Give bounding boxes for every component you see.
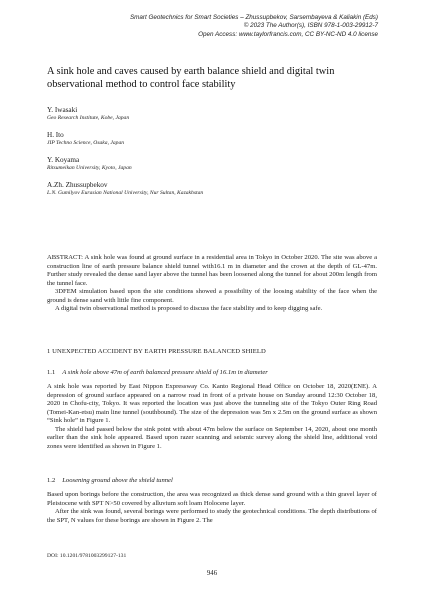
- abstract-paragraph: ABSTRACT: A sink hole was found at ground surface in a residential area in Tokyo in October 2020. The site was above a construction line of earth pressure balance shield tunnel with16.1 m in diameter and the crown at the depth of GL-47m. Further study revealed the dense sand layer above the tunnel has been loosened along the tunnel for about 200m length from the tunnel face.: [47, 254, 377, 287]
- subsection-heading: [47, 369, 377, 378]
- author-name: Y. Iwasaki: [47, 106, 78, 114]
- author-entry: [47, 106, 377, 131]
- section-body: [47, 491, 377, 525]
- header-isbn-line: © 2023 The Author(s), ISBN 978-1-003-29912-7: [243, 22, 378, 30]
- abstract: [47, 254, 377, 314]
- page-number: 946: [206, 570, 218, 577]
- abstract-paragraph: 3DFEM simulation based upon the site conditions showed a possibility of the loosing stability of the face when the ground is dense sand with little fine component.: [47, 288, 377, 304]
- body-paragraph: The shield had passed below the sink point with about 47m below the surface on September 14, 2020, about one month earlier than the sink hole appeared. Based upon razer scanning and seismic survey along the shield line, additional void zones were identified as shown in Figure 1.: [47, 425, 377, 450]
- subsection-number: 1.1: [47, 369, 56, 376]
- author-name: H. Ito: [47, 131, 64, 139]
- paper-title: A sink hole and caves caused by earth balance shield and digital twin observational method to control face stability: [47, 66, 335, 90]
- subsection-number: 1.2: [47, 477, 56, 484]
- author-entry: [47, 156, 377, 181]
- subsection-title: A sink hole above 47m of earth balanced pressure shield of 16.1m in diameter: [62, 369, 268, 376]
- publication-header: [38, 14, 378, 39]
- header-license-line: Open Access: www.taylorfrancis.com, CC BY-NC-ND 4.0 license: [198, 30, 378, 38]
- author-entry: [47, 181, 377, 206]
- doi-footnote: DOI: 10.1201/9781003299127-131: [47, 553, 127, 559]
- abstract-paragraph: A digital twin observational method is proposed to discuss the face stability and to keep digging safe.: [55, 305, 323, 312]
- author-affiliation: L.N. Gumilyov Eurasian National University, Nur Sultan, Kazakhstan: [47, 190, 204, 196]
- author-list: [47, 106, 377, 206]
- author-affiliation: Ritsumeikan University, Kyoto, Japan: [47, 165, 132, 171]
- body-paragraph: Based upon borings before the construction, the area was recognized as thick dense sand ground with a thin gravel layer of Pleistocene with SPT N>50 covered by alluvium soft loam Holocene layer.: [47, 491, 377, 507]
- author-affiliation: Geo Research Institute, Kobe, Japan: [47, 115, 130, 121]
- section-heading: 1 UNEXPECTED ACCIDENT BY EARTH PRESSURE BALANCED SHIELD: [47, 348, 266, 355]
- body-paragraph: After the sink was found, several borings were performed to study the geotechnical conditions. The depth distributions of the SPT, N values for these borings are shown in Figure 2. The: [47, 508, 377, 524]
- author-name: A.Zh. Zhussupbekov: [47, 181, 108, 189]
- header-book-line: Smart Geotechnics for Smart Societies – Zhussupbekov, Sarsembayeva & Kaliakin (Eds): [129, 14, 378, 21]
- section-body: [47, 383, 377, 451]
- author-affiliation: JIP Techno Science, Osaka, Japan: [47, 140, 125, 146]
- subsection-heading: [47, 477, 377, 486]
- author-entry: [47, 131, 377, 156]
- author-name: Y. Koyama: [47, 156, 80, 164]
- subsection-title: Loosening ground above the shield tunnel: [62, 477, 173, 484]
- body-paragraph: A sink hole was reported by East Nippon Expressway Co. Kanto Regional Head Office on October 18, 2020(ENE). A depression of ground surface appeared on a narrow road in front of a private house on Sunday around 12:30 October 18, 2020 in Chofu-city, Tokyo. It was reported the location was just above the tunneling site of the Tokyo Outer Ring Road (Tomei-Kan-etsu) main line tunnel (southbound). The size of the depression was 5m x 2.5m on the ground surface as shown “Sink hole” in Figure 1.: [47, 383, 377, 424]
